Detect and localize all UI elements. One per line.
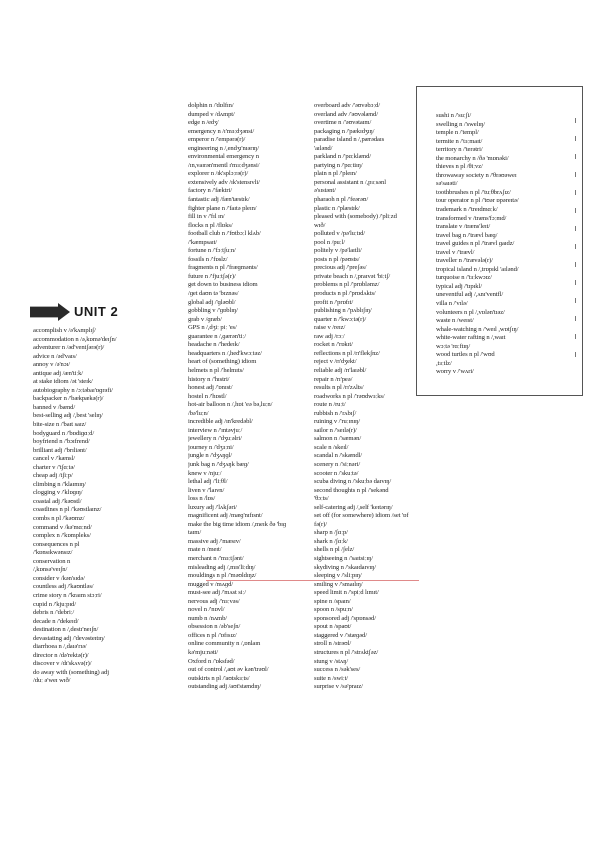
word-entry: knew v /njuː/ xyxy=(188,469,222,477)
word-entry: Oxford n /'ɒksfəd/ xyxy=(188,657,235,665)
word-entry: traveller n /'trævələ(r)/ xyxy=(436,257,493,265)
word-entry: annoy v /ə'nɔɪ/ xyxy=(33,361,71,369)
word-entry: sharp n /ʃɑːp/ xyxy=(314,529,348,537)
word-entry: swelling n /'swelɪŋ/ xyxy=(436,120,485,128)
word-entry: quarter n /'kwɔːtə(r)/ xyxy=(314,315,367,323)
word-entry: roadworks n pl /'rəʊdwɜːks/ xyxy=(314,392,385,400)
word-entry: products n pl /'prɒdʌkts/ xyxy=(314,290,376,298)
word-entry: overtime n /'əʊvətaɪm/ xyxy=(314,119,372,127)
word-entry: gobbling v /'ɡɒblɪŋ/ xyxy=(188,307,238,315)
word-entry: structures n pl /'strʌktʃəz/ xyxy=(314,649,379,656)
word-entry: profit n /'prɒfɪt/ xyxy=(314,298,354,306)
unit-title: UNIT 2 xyxy=(74,304,119,319)
word-entry: jungle n /'dʒʌŋɡl/ xyxy=(188,452,233,460)
word-list-column-4 xyxy=(436,112,571,377)
word-entry: precious adj /'preʃəs/ xyxy=(314,264,367,272)
word-entry: personal assistant n /,pɜːsənl xyxy=(314,178,386,186)
word-entry: mugged v /mʌɡd/ xyxy=(188,580,234,588)
word-entry: scenery n /'siːnəri/ xyxy=(314,460,361,468)
word-entry: raw adj /rɔː/ xyxy=(314,332,345,340)
word-entry: pharaoh n pl /'feərəʊ/ xyxy=(314,196,369,204)
word-entry: /'kɒnsɪkwənsɪz/ xyxy=(33,549,73,557)
word-entry: villa n /'vɪlə/ xyxy=(436,300,468,308)
word-entry: obsession n /əb'seʃn/ xyxy=(188,623,241,631)
word-entry: /'kæmpsaɪt/ xyxy=(188,238,218,246)
word-entry: /bə'luːn/ xyxy=(188,409,209,417)
word-entry: best-selling adj /,best 'selɪŋ/ xyxy=(33,412,103,420)
word-entry: explorer n /ɪk'splɔːrə(r)/ xyxy=(188,170,249,178)
word-entry: sə'saɪəti/ xyxy=(436,180,458,188)
word-entry: banned v /bænd/ xyxy=(33,403,76,411)
word-entry: cheap adj /tʃiːp/ xyxy=(33,472,73,480)
word-entry: white-water rafting n /,waɪt xyxy=(436,334,506,342)
word-entry: edge n /edʒ/ xyxy=(188,119,219,127)
margin-tick xyxy=(575,244,576,249)
word-entry: outskirts n pl /'aʊtskɜːts/ xyxy=(188,674,250,682)
word-entry: adventurer n /əd'ventʃərə(r)/ xyxy=(33,344,105,352)
word-entry: ə'sɪstənt/ xyxy=(314,187,336,195)
word-entry: junk bag n /'dʒʌŋk bæɡ/ xyxy=(188,460,249,468)
word-entry: bite-size n /'baɪt saɪz/ xyxy=(33,421,87,429)
margin-tick xyxy=(575,172,576,177)
word-entry: ruining v /'ruːɪnɪŋ/ xyxy=(314,418,361,426)
word-entry: complex n /'kɒmpleks/ xyxy=(33,532,91,540)
word-entry: do away with (something) adj xyxy=(33,668,109,676)
word-entry: climbing n /'klaɪmɪŋ/ xyxy=(33,480,86,488)
word-entry: stroll n /strəʊl/ xyxy=(314,640,352,648)
margin-tick xyxy=(575,190,576,195)
word-entry: journey n /'dʒɜːni/ xyxy=(188,443,234,451)
word-entry: conservation n xyxy=(33,557,71,565)
word-entry: environmental emergency n xyxy=(188,153,259,161)
word-entry: football club n /'fʊtbɔːl klʌb/ xyxy=(188,230,261,238)
word-entry: private beach n /,praɪvət 'biːtʃ/ xyxy=(314,272,391,280)
unit-heading xyxy=(30,302,150,322)
word-entry: salmon n /'sæmən/ xyxy=(314,435,362,443)
word-entry: skydiving n /'skaɪdaɪvɪŋ/ xyxy=(314,563,377,571)
word-entry: second thoughts n pl /'sekənd xyxy=(314,486,389,494)
word-entry: reject v /rɪ'dʒekt/ xyxy=(314,358,357,366)
word-entry: fill in v /'fɪl ɪn/ xyxy=(188,213,225,221)
word-entry: jewellery n /'dʒuːəlri/ xyxy=(188,435,242,443)
margin-tick xyxy=(575,154,576,159)
word-entry: get down to business idiom xyxy=(188,281,258,289)
word-entry: charter v /'tʃɑːtə/ xyxy=(33,463,75,471)
word-entry: at stake idiom /ət 'steɪk/ xyxy=(33,378,93,386)
word-list-column-3 xyxy=(314,102,418,692)
word-entry: flocks n pl /flɒks/ xyxy=(188,221,233,229)
word-entry: command v /kə'mɑːnd/ xyxy=(33,523,92,531)
word-entry: antique adj /æn'tiːk/ xyxy=(33,369,83,377)
word-entry: sleeping v /'sliːpɪŋ/ xyxy=(314,572,362,580)
word-entry: paradise island n /,pærədaɪs xyxy=(314,136,385,144)
word-entry: smiling v /'smaɪlɪŋ/ xyxy=(314,580,363,588)
word-entry: headquarters n /,hed'kwɔːtəz/ xyxy=(188,349,262,357)
word-entry: 'aɪlənd/ xyxy=(314,144,333,152)
word-entry: uneventful adj /,ʌnɪ'ventfl/ xyxy=(436,291,504,299)
word-entry: stung v /stʌŋ/ xyxy=(314,657,349,665)
word-entry: fortune n /'fɔːtʃuːn/ xyxy=(188,247,236,255)
word-entry: factory n /'fæktri/ xyxy=(188,187,232,195)
word-entry: travel v /'trævl/ xyxy=(436,248,475,256)
word-entry: spine n /spaɪn/ xyxy=(314,597,351,605)
word-entry: numb n /nʌmb/ xyxy=(188,614,227,622)
word-entry: fighter plane n /'faɪtə pleɪn/ xyxy=(188,204,257,212)
word-entry: polluted v /pə'luːtɪd/ xyxy=(314,230,366,238)
word-entry: helmets n pl /'helmɪts/ xyxy=(188,366,244,374)
word-entry: scale n /skeɪl/ xyxy=(314,443,349,451)
word-entry: emergency n /ɪ'mɜːdʒənsi/ xyxy=(188,127,255,135)
word-entry: /ɪn,vaɪrən'mentl ɪ'mɜːdʒənsi/ xyxy=(188,161,260,169)
word-entry: suite n /swiːt/ xyxy=(314,674,349,682)
word-entry: politely v /pə'laɪtli/ xyxy=(314,247,362,255)
word-entry: whale-watching n /'weɪl ,wɒtʃɪŋ/ xyxy=(436,325,519,333)
word-entry: mouldings n pl /'məʊldɪŋz/ xyxy=(188,572,257,580)
word-entry: termite n /'tɜːmaɪt/ xyxy=(436,137,483,145)
word-entry: discover v /dɪ'skʌvə(r)/ xyxy=(33,660,92,668)
word-entry: guarantee n /,ɡærən'tiː/ xyxy=(188,332,246,340)
word-entry: director n /də'rektə(r)/ xyxy=(33,651,89,659)
word-entry: reflections n pl /rɪ'flekʃnz/ xyxy=(314,349,380,357)
margin-tick xyxy=(575,226,576,231)
word-entry: self-catering adj /,self 'keɪtərɪŋ/ xyxy=(314,503,393,511)
word-entry: plain n pl /'pleɪn/ xyxy=(314,170,357,178)
word-entry: /,kɒnsə'veɪʃn/ xyxy=(33,566,68,574)
word-entry: grab v /ɡræb/ xyxy=(188,315,222,323)
word-entry: throwaway society n /'θrəʊəweɪ xyxy=(436,171,517,179)
word-entry: results n pl /rɪ'zʌlts/ xyxy=(314,384,364,392)
word-entry: mate n /meɪt/ xyxy=(188,546,222,554)
margin-tick xyxy=(575,298,576,303)
word-entry: loss n /lɒs/ xyxy=(188,495,216,503)
word-entry: dolphin n /'dɒlfɪn/ xyxy=(188,102,234,109)
word-entry: make the big time idiom /,meɪk ðə 'bɪɡ xyxy=(188,520,287,528)
word-entry: parkland n /'pɑːklænd/ xyxy=(314,153,372,161)
word-entry: emperor n /'empərə(r)/ xyxy=(188,136,246,144)
margin-tick xyxy=(575,334,576,339)
word-entry: partying n /'pɑːtiɪŋ/ xyxy=(314,161,363,169)
word-entry: tropical island n /,trɒpɪkl 'aɪlənd/ xyxy=(436,265,519,273)
word-entry: cupid n /'kjuːpɪd/ xyxy=(33,600,76,608)
word-entry: raise v /reɪz/ xyxy=(314,324,346,332)
word-list-column-2 xyxy=(188,102,306,692)
word-entry: coastlines n pl /'kəʊstlaɪnz/ xyxy=(33,506,102,514)
word-entry: extensively adv /ɪk'stensɪvli/ xyxy=(188,178,260,186)
word-entry: pool n /puːl/ xyxy=(314,238,345,246)
word-entry: fossils n /'fɒslz/ xyxy=(188,255,228,263)
word-entry: temple n /'templ/ xyxy=(436,129,479,137)
word-entry: out of control /,aʊt əv kən'trəʊl/ xyxy=(188,666,269,674)
word-entry: sailor n /'seɪlə(r)/ xyxy=(314,426,357,434)
word-entry: problems n pl /'prɒbləmz/ xyxy=(314,281,380,289)
word-entry: countless adj /'kaʊntləs/ xyxy=(33,583,94,591)
word-entry: tour operator n pl /'tʊər ɒpəreɪtə/ xyxy=(436,197,519,205)
word-entry: consider v /kən'sɪdə/ xyxy=(33,574,85,582)
word-entry: boyfriend n /'bɔɪfrend/ xyxy=(33,438,90,446)
word-entry: 'θɔːts/ xyxy=(314,495,329,503)
word-entry: plastic n /'plæstɪk/ xyxy=(314,204,360,212)
word-entry: taɪm/ xyxy=(188,529,202,537)
margin-tick xyxy=(575,208,576,213)
word-entry: fragments n pl /'fræɡmənts/ xyxy=(188,264,258,272)
word-entry: backpacker n /'bækpækə(r)/ xyxy=(33,395,104,403)
divider-line xyxy=(206,580,419,581)
word-entry: scuba diving n /'skuːbə daɪvɪŋ/ xyxy=(314,478,392,486)
word-entry: bodyguard n /'bɒdiɡɑːd/ xyxy=(33,429,95,437)
word-entry: rubbish n /'rʌbɪʃ/ xyxy=(314,409,357,417)
margin-tick xyxy=(575,316,576,321)
word-entry: crime story n /'kraɪm stɔːri/ xyxy=(33,591,102,599)
word-entry: clogging v /'klɒɡɪŋ/ xyxy=(33,489,83,497)
word-entry: advice n /əd'vaɪs/ xyxy=(33,352,77,360)
word-entry: scooter n /'skuːtə/ xyxy=(314,469,359,477)
arrow-icon xyxy=(30,303,70,321)
word-entry: worry v /'wʌri/ xyxy=(436,368,474,376)
word-entry: speed limit n /'spiːd lɪmɪt/ xyxy=(314,589,379,597)
word-entry: merchant n /'mɜːtʃənt/ xyxy=(188,554,244,562)
word-entry: repair n /rɪ'peə/ xyxy=(314,375,353,383)
word-list-column-1 xyxy=(33,327,171,686)
word-entry: rocket n /'rɒkɪt/ xyxy=(314,341,353,349)
word-entry: reliable adj /rɪ'laɪəbl/ xyxy=(314,366,367,374)
word-entry: sponsored adj /'spɒnsəd/ xyxy=(314,614,376,622)
word-entry: translate v /træns'leɪt/ xyxy=(436,223,491,231)
word-entry: thieves n pl /θiːvz/ xyxy=(436,163,483,171)
word-entry: destination n /,destɪ'neɪʃn/ xyxy=(33,626,99,634)
word-entry: the monarchy n /ðə 'mɒnəki/ xyxy=(436,154,509,162)
word-entry: /ɡet daʊn tə 'bɪznəs/ xyxy=(188,290,239,298)
word-entry: engineering n /,endʒɪ'nɪərɪŋ/ xyxy=(188,144,259,152)
word-entry: novel n /'nɒvl/ xyxy=(188,606,225,614)
word-entry: typical adj /'tɪpɪkl/ xyxy=(436,282,482,290)
word-entry: dumped v /dʌmpt/ xyxy=(188,110,235,118)
word-entry: nervous adj /'nɜːvəs/ xyxy=(188,597,240,605)
word-entry: consequences n pl xyxy=(33,540,80,548)
word-entry: online community n /,ɒnlaɪn xyxy=(188,640,261,648)
word-entry: scandal n /'skændl/ xyxy=(314,452,363,460)
word-entry: posts n pl /pəʊsts/ xyxy=(314,255,360,263)
word-entry: combs n pl /'kəʊmz/ xyxy=(33,515,85,523)
word-entry: ,tɜːtlz/ xyxy=(436,359,452,367)
word-entry: route n /ruːt/ xyxy=(314,401,346,409)
word-entry: interview n /'ɪntəvjuː/ xyxy=(188,426,243,434)
word-entry: accomplish v /ə'kʌmplɪʃ/ xyxy=(33,327,96,334)
word-entry: misleading adj /,mɪs'liːdɪŋ/ xyxy=(188,563,256,571)
word-entry: spoon n /spuːn/ xyxy=(314,606,353,614)
word-entry: hot-air balloon n /,hɒt 'eə bə,luːn/ xyxy=(188,401,273,409)
word-entry: volunteers n pl /,vɒlən'tɪəz/ xyxy=(436,308,505,316)
word-entry: publishing n /'pʌblɪʃɪŋ/ xyxy=(314,307,372,315)
margin-tick xyxy=(575,118,576,123)
word-entry: shells n pl /ʃelz/ xyxy=(314,546,355,554)
margin-tick xyxy=(575,280,576,285)
word-entry: accommodation n /ə,kɒmə'deɪʃn/ xyxy=(33,335,117,343)
word-entry: sightseeing n /'saɪtsiːɪŋ/ xyxy=(314,554,373,562)
word-entry: packaging n /'pækɪdʒɪŋ/ xyxy=(314,127,375,135)
word-entry: success n /sək'ses/ xyxy=(314,666,361,674)
word-entry: outstanding adj /aʊt'stændɪŋ/ xyxy=(188,683,261,691)
word-entry: transformed v /træns'fɔːmd/ xyxy=(436,214,507,222)
word-entry: overland adv /'əʊvəlænd/ xyxy=(314,110,378,118)
word-entry: decade n /'dekeɪd/ xyxy=(33,617,79,625)
word-entry: set off (for somewhere) idiom /set 'ɒf xyxy=(314,512,409,520)
word-entry: fantastic adj /fæn'tæstɪk/ xyxy=(188,196,250,204)
word-entry: shark n /ʃɑːk/ xyxy=(314,537,348,545)
word-entry: kə'mjuːnəti/ xyxy=(188,649,219,656)
word-entry: incredible adj /ɪn'kredəbl/ xyxy=(188,418,253,426)
word-entry: staggered v /'stæɡəd/ xyxy=(314,631,367,639)
word-entry: hostel n /'hɒstl/ xyxy=(188,392,227,400)
word-entry: turquoise n /'tɜːkwɔɪz/ xyxy=(436,274,492,282)
word-entry: pleased with (somebody) /'pliːzd xyxy=(314,213,397,221)
word-entry: massive adj /'mæsɪv/ xyxy=(188,537,241,545)
word-entry: liven v /'laɪvn/ xyxy=(188,486,225,494)
margin-tick xyxy=(575,136,576,141)
word-entry: future n /'fjuːtʃə(r)/ xyxy=(188,272,236,280)
word-entry: surprise v /sə'praɪz/ xyxy=(314,683,363,691)
word-entry: heart of (something) idiom xyxy=(188,358,257,366)
margin-tick xyxy=(575,352,576,357)
word-entry: must-see adj /'mʌst siː/ xyxy=(188,589,246,597)
word-entry: /duː ə'weɪ wɪð/ xyxy=(33,677,71,685)
word-entry: history n /'hɪstri/ xyxy=(188,375,230,383)
word-entry: brilliant adj /'brɪliənt/ xyxy=(33,446,87,454)
word-entry: cancel v /'kænsl/ xyxy=(33,455,75,463)
word-entry: honest adj /'ɒnɪst/ xyxy=(188,384,233,392)
word-entry: diarrhoea n /,daɪə'rɪə/ xyxy=(33,643,87,651)
word-entry: fə(r)/ xyxy=(314,520,327,528)
word-entry: offices n pl /'ɒfɪsɪz/ xyxy=(188,631,237,639)
word-entry: devastating adj /'devəsteɪtɪŋ/ xyxy=(33,634,105,642)
word-entry: autobiography n /ɔːtəbaɪ'ɒɡrəfi/ xyxy=(33,386,113,394)
margin-tick xyxy=(575,262,576,267)
word-entry: sushi n /'suːʃi/ xyxy=(436,112,472,119)
word-entry: trademark n /'treɪdmɑːk/ xyxy=(436,206,498,214)
word-entry: toothbrushes n pl /'tuːθbrʌʃɪz/ xyxy=(436,188,511,196)
word-entry: debris n /'debriː/ xyxy=(33,609,75,617)
word-entry: waste n /weɪst/ xyxy=(436,317,474,325)
word-entry: wɪð/ xyxy=(314,221,326,229)
word-entry: magnificent adj /mæɡ'nɪfɪsnt/ xyxy=(188,512,263,520)
word-entry: overboard adv /'əʊvəbɔːd/ xyxy=(314,102,381,109)
word-entry: wood turtles n pl /'wʊd xyxy=(436,351,495,359)
word-entry: coastal adj /'kəʊstl/ xyxy=(33,497,82,505)
word-entry: travel bag n /'trævl bæɡ/ xyxy=(436,231,498,239)
word-entry: travel guides n pl /'trævl ɡaɪdz/ xyxy=(436,240,515,248)
word-entry: GPS n /,dʒiː piː 'es/ xyxy=(188,324,237,332)
word-entry: lethal adj /'liːθl/ xyxy=(188,478,228,486)
word-entry: spout n /spaʊt/ xyxy=(314,623,352,631)
word-entry: global adj /'ɡləʊbl/ xyxy=(188,298,236,306)
word-entry: luxury adj /'lʌkʃəri/ xyxy=(188,503,237,511)
word-entry: territory n /'terətri/ xyxy=(436,146,483,154)
word-entry: headache n /'hedeɪk/ xyxy=(188,341,240,349)
word-entry: wɔːtə 'rɑːftɪŋ/ xyxy=(436,342,471,350)
